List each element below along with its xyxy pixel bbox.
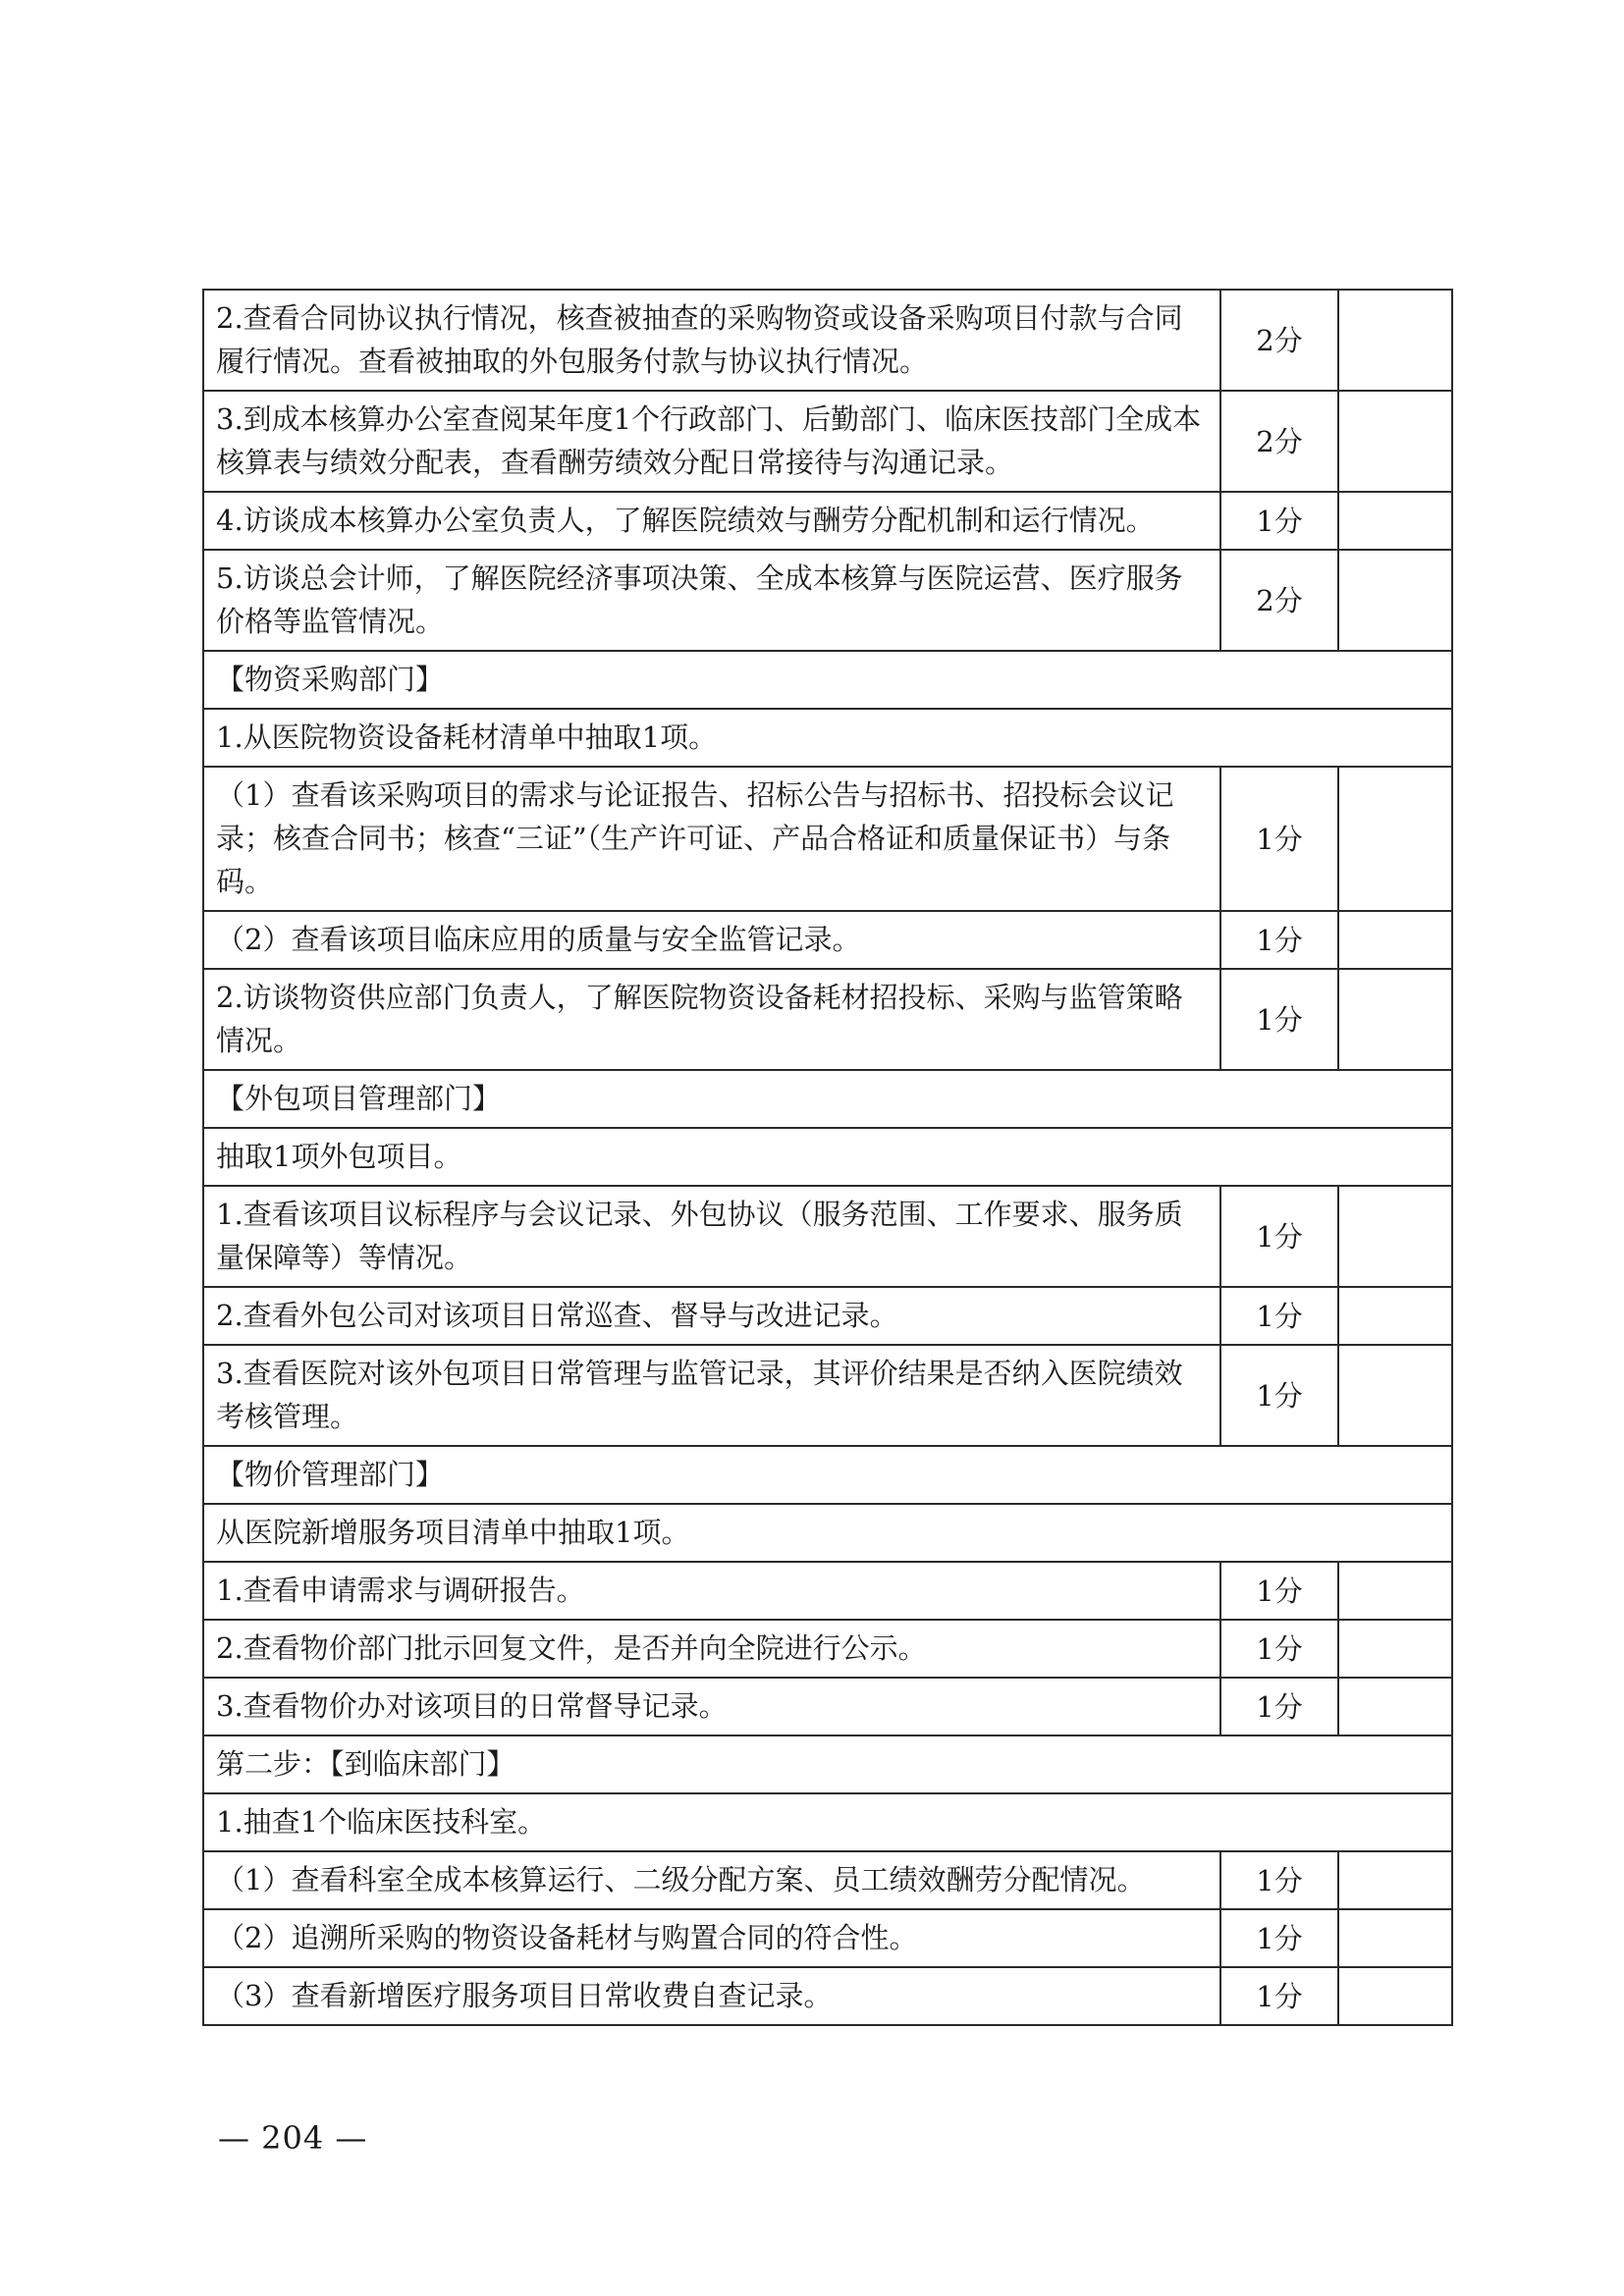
- section-heading: 从医院新增服务项目清单中抽取1项。: [203, 1504, 1452, 1562]
- rating-cell: [1338, 1186, 1452, 1287]
- table-row: [203, 1851, 1452, 1909]
- table-row: [203, 1562, 1452, 1620]
- score-cell: 1分: [1220, 911, 1338, 969]
- score-cell: 1分: [1220, 969, 1338, 1070]
- rating-cell: [1338, 1287, 1452, 1345]
- score-cell: 1分: [1220, 1851, 1338, 1909]
- section-heading: 第二步：【到临床部门】: [203, 1735, 1452, 1793]
- item-text: 2.查看合同协议执行情况，核查被抽查的采购物资或设备采购项目付款与合同履行情况。查看被抽取的外包服务付款与协议执行情况。: [203, 290, 1220, 391]
- score-cell: 2分: [1220, 290, 1338, 391]
- item-text: 5.访谈总会计师，了解医院经济事项决策、全成本核算与医院运营、医疗服务价格等监管情况。: [203, 550, 1220, 651]
- score-cell: 1分: [1220, 1287, 1338, 1345]
- section-row: [203, 1504, 1452, 1562]
- assessment-table-body: [203, 290, 1452, 2025]
- item-text: （3）查看新增医疗服务项目日常收费自查记录。: [203, 1967, 1220, 2025]
- assessment-table: [202, 289, 1453, 2026]
- score-cell: 1分: [1220, 767, 1338, 911]
- section-heading: 1.抽查1个临床医技科室。: [203, 1793, 1452, 1851]
- table-row: [203, 1967, 1452, 2025]
- rating-cell: [1338, 1620, 1452, 1678]
- rating-cell: [1338, 969, 1452, 1070]
- score-cell: 2分: [1220, 550, 1338, 651]
- score-cell: 2分: [1220, 391, 1338, 492]
- table-row: [203, 1909, 1452, 1967]
- section-heading: 【物价管理部门】: [203, 1446, 1452, 1504]
- item-text: 1.查看申请需求与调研报告。: [203, 1562, 1220, 1620]
- item-text: （1）查看科室全成本核算运行、二级分配方案、员工绩效酬劳分配情况。: [203, 1851, 1220, 1909]
- section-row: [203, 1128, 1452, 1186]
- table-row: [203, 1678, 1452, 1735]
- item-text: （2）追溯所采购的物资设备耗材与购置合同的符合性。: [203, 1909, 1220, 1967]
- item-text: 3.到成本核算办公室查阅某年度1个行政部门、后勤部门、临床医技部门全成本核算表与绩效分配表，查看酬劳绩效分配日常接待与沟通记录。: [203, 391, 1220, 492]
- item-text: 2.查看物价部门批示回复文件，是否并向全院进行公示。: [203, 1620, 1220, 1678]
- score-cell: 1分: [1220, 1186, 1338, 1287]
- score-cell: 1分: [1220, 492, 1338, 550]
- table-row: [203, 1287, 1452, 1345]
- rating-cell: [1338, 767, 1452, 911]
- score-cell: 1分: [1220, 1967, 1338, 2025]
- item-text: 2.访谈物资供应部门负责人，了解医院物资设备耗材招投标、采购与监管策略情况。: [203, 969, 1220, 1070]
- item-text: （2）查看该项目临床应用的质量与安全监管记录。: [203, 911, 1220, 969]
- rating-cell: [1338, 1562, 1452, 1620]
- item-text: 2.查看外包公司对该项目日常巡查、督导与改进记录。: [203, 1287, 1220, 1345]
- section-heading: 【物资采购部门】: [203, 651, 1452, 709]
- rating-cell: [1338, 911, 1452, 969]
- table-row: [203, 1345, 1452, 1446]
- section-heading: 抽取1项外包项目。: [203, 1128, 1452, 1186]
- section-heading: 1.从医院物资设备耗材清单中抽取1项。: [203, 709, 1452, 767]
- table-row: [203, 550, 1452, 651]
- section-row: [203, 1793, 1452, 1851]
- score-cell: 1分: [1220, 1909, 1338, 1967]
- rating-cell: [1338, 1345, 1452, 1446]
- rating-cell: [1338, 391, 1452, 492]
- section-row: [203, 1446, 1452, 1504]
- item-text: 4.访谈成本核算办公室负责人，了解医院绩效与酬劳分配机制和运行情况。: [203, 492, 1220, 550]
- item-text: （1）查看该采购项目的需求与论证报告、招标公告与招标书、招投标会议记录；核查合同书；核查“三证”（生产许可证、产品合格证和质量保证书）与条码。: [203, 767, 1220, 911]
- section-row: [203, 1070, 1452, 1128]
- table-row: [203, 391, 1452, 492]
- rating-cell: [1338, 1967, 1452, 2025]
- table-row: [203, 911, 1452, 969]
- rating-cell: [1338, 1851, 1452, 1909]
- rating-cell: [1338, 492, 1452, 550]
- section-row: [203, 709, 1452, 767]
- item-text: 1.查看该项目议标程序与会议记录、外包协议（服务范围、工作要求、服务质量保障等）等情况。: [203, 1186, 1220, 1287]
- rating-cell: [1338, 290, 1452, 391]
- rating-cell: [1338, 550, 1452, 651]
- section-row: [203, 1735, 1452, 1793]
- rating-cell: [1338, 1909, 1452, 1967]
- page-number: — 204 —: [218, 2119, 368, 2157]
- section-heading: 【外包项目管理部门】: [203, 1070, 1452, 1128]
- score-cell: 1分: [1220, 1562, 1338, 1620]
- score-cell: 1分: [1220, 1678, 1338, 1735]
- table-row: [203, 1186, 1452, 1287]
- score-cell: 1分: [1220, 1620, 1338, 1678]
- score-cell: 1分: [1220, 1345, 1338, 1446]
- item-text: 3.查看医院对该外包项目日常管理与监管记录，其评价结果是否纳入医院绩效考核管理。: [203, 1345, 1220, 1446]
- table-row: [203, 492, 1452, 550]
- table-row: [203, 767, 1452, 911]
- table-row: [203, 290, 1452, 391]
- rating-cell: [1338, 1678, 1452, 1735]
- table-row: [203, 1620, 1452, 1678]
- item-text: 3.查看物价办对该项目的日常督导记录。: [203, 1678, 1220, 1735]
- table-row: [203, 969, 1452, 1070]
- section-row: [203, 651, 1452, 709]
